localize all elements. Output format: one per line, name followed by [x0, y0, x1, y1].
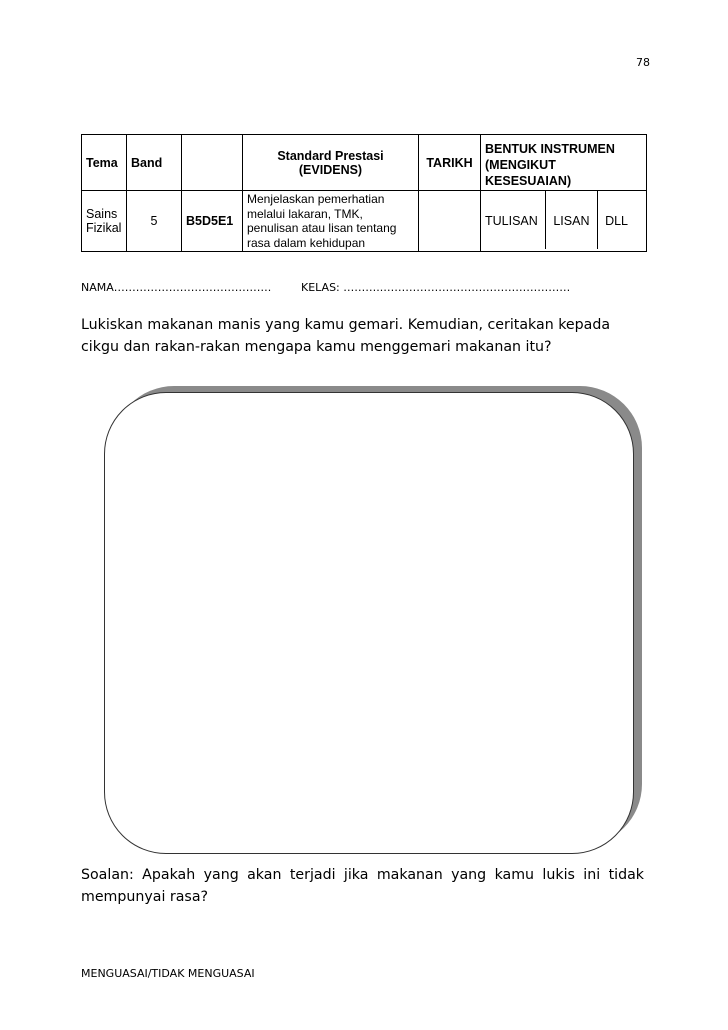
cell-standard-line: Menjelaskan pemerhatian: [247, 192, 385, 206]
header-tarikh: TARIKH: [419, 135, 481, 191]
cell-standard-line: rasa dalam kehidupan: [247, 235, 366, 250]
cell-code: B5D5E1: [182, 191, 243, 252]
header-instrumen-line2: (MENGIKUT KESESUAIAN): [485, 158, 572, 188]
cell-tarikh: [419, 191, 481, 252]
header-standard-line1: Standard Prestasi: [277, 148, 384, 163]
drawing-instruction: Lukiskan makanan manis yang kamu gemari. Kemudian, ceritakan kepada cikgu dan rakan-rakan mengapa kamu menggemari makanan itu?: [81, 317, 611, 355]
cell-standard-line: melalui lakaran, TMK,: [247, 206, 363, 221]
instrumen-dll: DLL: [605, 214, 628, 228]
header-instrumen-line1: BENTUK INSTRUMEN: [485, 142, 615, 156]
cell-standard: [243, 191, 419, 252]
header-band: Band: [127, 135, 182, 191]
drawing-area[interactable]: [104, 392, 634, 854]
instrumen-tulisan: TULISAN: [485, 214, 538, 228]
cell-band: 5: [127, 191, 182, 252]
kelas-field: KELAS: ………..……………………………………………: [301, 281, 571, 294]
header-tema: Tema: [82, 135, 127, 191]
header-instrumen: [481, 135, 647, 191]
table-header-row: [82, 135, 647, 191]
assessment-table: [81, 134, 647, 252]
instrumen-divider: [545, 191, 546, 249]
instrumen-lisan: LISAN: [553, 214, 590, 228]
instrumen-divider: [597, 191, 598, 249]
cell-tema-line1: Sains: [86, 207, 118, 221]
nama-field: NAMA…………………………………….: [81, 281, 272, 294]
cell-tema-line2: Fizikal: [86, 221, 122, 235]
question-text: Soalan: Apakah yang akan terjadi jika makanan yang kamu lukis ini tidak mempunyai rasa?: [81, 867, 644, 905]
header-standard-line2: (EVIDENS): [298, 162, 363, 177]
header-code: [182, 135, 243, 191]
table-row: [82, 191, 647, 252]
cell-instrumen: [481, 191, 647, 252]
cell-tema: [82, 191, 127, 252]
header-standard: [243, 135, 419, 191]
cell-standard-line: penulisan atau lisan tentang: [247, 221, 397, 235]
page-number: 78: [636, 56, 650, 69]
mastery-footer: MENGUASAI/TIDAK MENGUASAI: [81, 967, 255, 980]
